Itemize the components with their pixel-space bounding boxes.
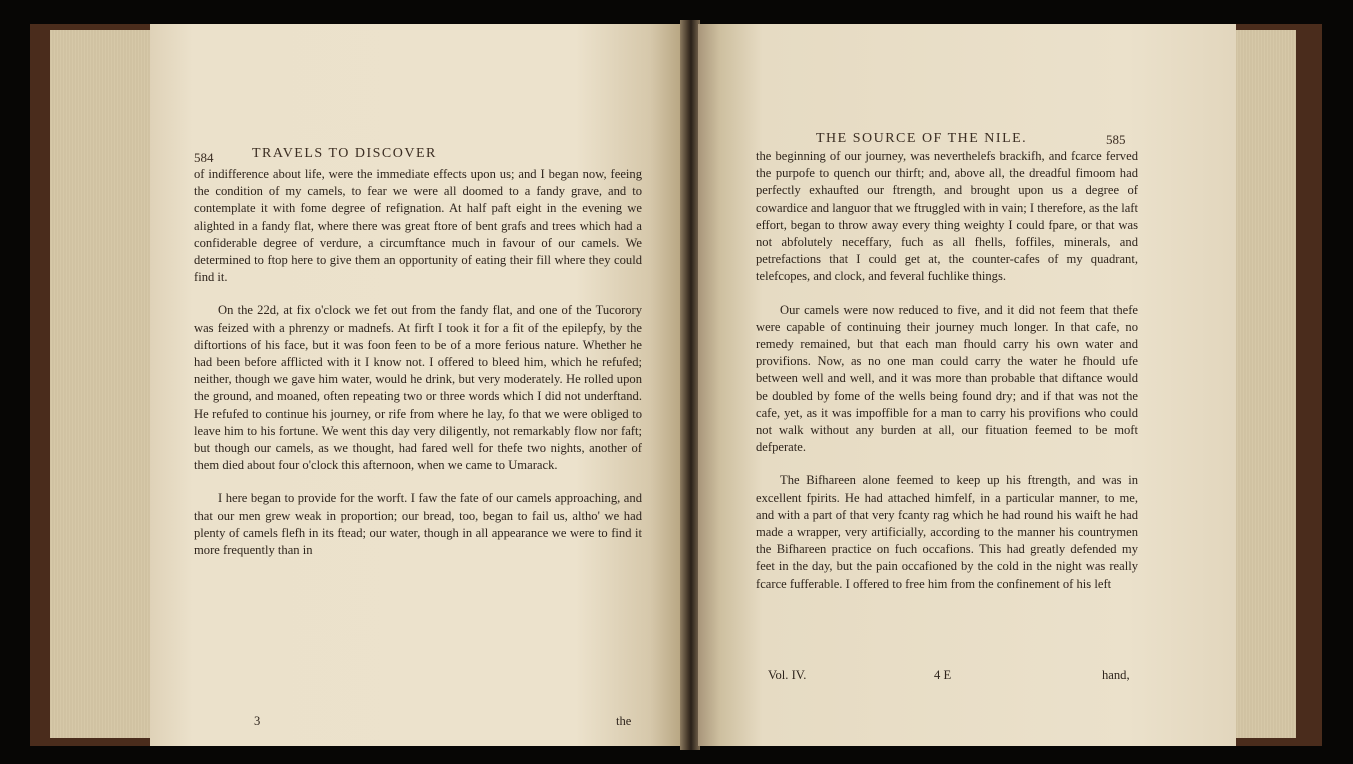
page-edges-right [1236, 30, 1296, 738]
book-gutter [680, 20, 700, 750]
right-page [698, 24, 1236, 746]
right-paragraph-1: the beginning of our journey, was neverthelefs brackifh, and fcarce ferved the purpofe to quench our thirft; and, above all, the dreadful fimoom had perfectly exhaufted our ftrength, and brought upon us a degree of cowardice and languor that we ftruggled with in vain; I therefore, as the laft effort, began to throw away every thing weighty I could fpare, or that was not abfolutely neceffary, fuch as all fhells, foffiles, minerals, and petrefactions that I could get at, the counter-cafes of my quadrant, telefcopes, and clock, and feveral fuchlike things. [756, 149, 1138, 284]
right-paragraph-3: The Bifhareen alone feemed to keep up his ftrength, and was in excellent fpirits. He had attached himfelf, in a particular manner, to me, and with a part of that very fcanty rag which he had round his waift he had made a wrapper, very artificially, according to the manner his countrymen the Bifhareen practice on fuch occafions. This had greatly defended my feet in the day, but the pain occafioned by the cold in the night was really fcarce fufferable. I offered to free him from the confinement of his left [756, 473, 1138, 591]
left-paragraph-3: I here began to provide for the worft. I faw the fate of our camels approaching, and that our men grew weak in proportion; our bread, too, began to fail us, altho' we had plenty of camels flefh in its ftead; our water, though in all appearance we were to find it more frequently than in [194, 491, 642, 558]
left-page-number: 584 [194, 150, 214, 165]
left-text-block [194, 166, 642, 575]
right-catchword: hand, [1102, 668, 1130, 682]
page-edges-left [50, 30, 150, 738]
right-text-block [756, 148, 1138, 609]
right-paragraph-2: Our camels were now reduced to five, and it did not feem that thefe were capable of continuing their journey much longer. In that cafe, no remedy remained, but that each man fhould carry his own water and provifions. Now, as no one man could carry the water he fhould ufe between well and well, and it was more than probable that diftance would be doubled by fome of the wells being found dry; and if that was not the cafe, yet, as it was impoffible for a man to carry his provifions who could not walk without any burden at all, our fituation feemed to be moft defperate. [756, 302, 1138, 455]
right-signature-mark: 4 E [934, 668, 952, 682]
right-page-number: 585 [1106, 132, 1126, 147]
right-volume-label: Vol. IV. [768, 668, 807, 682]
left-signature-mark: 3 [254, 714, 261, 728]
left-paragraph-1: of indifference about life, were the immediate effects upon us; and I began now, feeing the condition of my camels, to fear we were all doomed to a fandy grave, and to contemplate it with fome degree of refignation. At half paft eight in the evening we alighted in a fandy flat, where there was great ftore of bent grafs and trees which had a confiderable degree of verdure, a circumftance much in favour of our camels. We determined to ftop here to give them an opportunity of eating their fill where they could find it. [194, 167, 642, 285]
left-paragraph-2: On the 22d, at fix o'clock we fet out from the fandy flat, and one of the Tucorory was feized with a phrenzy or madnefs. At firft I took it for a fit of the epilepfy, by the diftortions of his face, but it was foon feen to be of a more ferious nature. Whether he had been before afflicted with it I know not. I offered to bleed him, which he refufed; neither, though we gave him water, would he drink, but very moderately. He rolled upon the ground, and moaned, often repeating two or three words which I did not underftand. He refufed to continue his journey, or rife from where he lay, fo that we were obliged to leave him to his fortune. We went this day very diligently, not remarkably flow nor faft; but though our camels, as we thought, had fared well for thefe two nights, another of them died about four o'clock this afternoon, when we came to Umarack. [194, 303, 642, 473]
left-catchword: the [616, 714, 632, 728]
left-page [150, 24, 682, 746]
left-running-head: TRAVELS TO DISCOVER [252, 146, 437, 161]
right-running-head: THE SOURCE OF THE NILE. [816, 131, 1028, 146]
